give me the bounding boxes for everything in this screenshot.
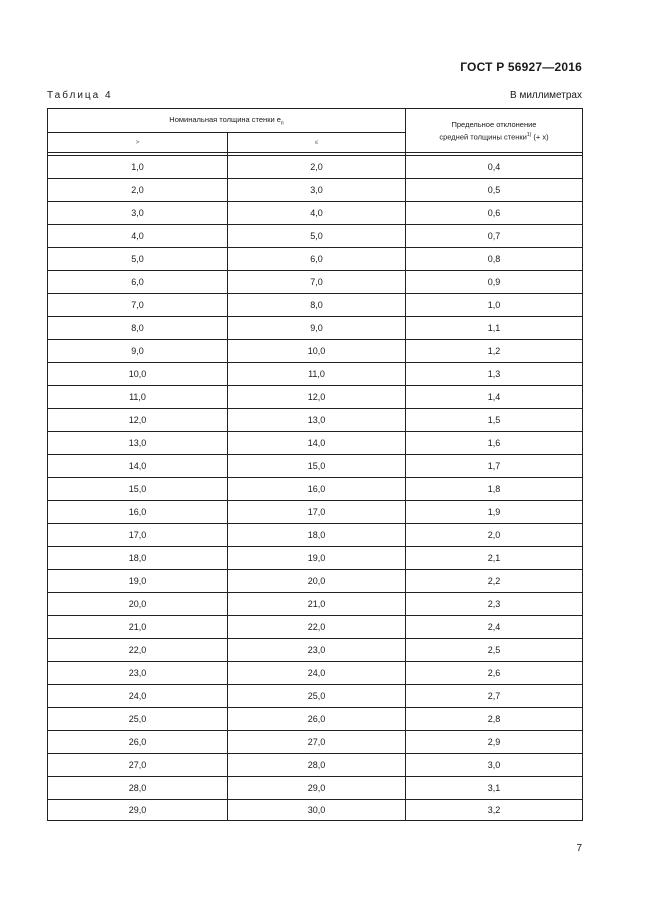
cell-deviation: 2,0 (406, 524, 583, 547)
cell-max: 18,0 (228, 524, 406, 547)
cell-max: 25,0 (228, 685, 406, 708)
cell-min: 28,0 (48, 777, 228, 800)
table-row (48, 501, 583, 524)
cell-max: 26,0 (228, 708, 406, 731)
table-row (48, 478, 583, 501)
cell-min: 8,0 (48, 317, 228, 340)
doc-code: ГОСТ Р 56927—2016 (460, 60, 582, 74)
cell-deviation: 2,7 (406, 685, 583, 708)
cell-max: 28,0 (228, 754, 406, 777)
table-row (48, 294, 583, 317)
cell-min: 16,0 (48, 501, 228, 524)
cell-deviation: 1,9 (406, 501, 583, 524)
cell-min: 12,0 (48, 409, 228, 432)
cell-deviation: 3,1 (406, 777, 583, 800)
cell-min: 25,0 (48, 708, 228, 731)
cell-min: 18,0 (48, 547, 228, 570)
cell-deviation: 1,6 (406, 432, 583, 455)
cell-max: 2,0 (228, 156, 406, 179)
cell-max: 14,0 (228, 432, 406, 455)
cell-deviation: 0,4 (406, 156, 583, 179)
cell-max: 6,0 (228, 248, 406, 271)
cell-deviation: 2,3 (406, 593, 583, 616)
table-row (48, 570, 583, 593)
table-row (48, 639, 583, 662)
cell-max: 30,0 (228, 800, 406, 821)
cell-max: 21,0 (228, 593, 406, 616)
cell-deviation: 0,9 (406, 271, 583, 294)
cell-max: 4,0 (228, 202, 406, 225)
cell-min: 7,0 (48, 294, 228, 317)
cell-min: 10,0 (48, 363, 228, 386)
table-row (48, 524, 583, 547)
cell-deviation: 1,7 (406, 455, 583, 478)
cell-min: 27,0 (48, 754, 228, 777)
header-min: > (48, 133, 228, 153)
cell-min: 17,0 (48, 524, 228, 547)
tolerance-table (47, 108, 583, 821)
cell-max: 29,0 (228, 777, 406, 800)
cell-deviation: 1,1 (406, 317, 583, 340)
cell-deviation: 1,2 (406, 340, 583, 363)
table-row (48, 731, 583, 754)
cell-max: 12,0 (228, 386, 406, 409)
cell-min: 14,0 (48, 455, 228, 478)
units-note: В миллиметрах (510, 90, 582, 101)
cell-min: 11,0 (48, 386, 228, 409)
cell-min: 2,0 (48, 179, 228, 202)
cell-max: 10,0 (228, 340, 406, 363)
cell-deviation: 0,7 (406, 225, 583, 248)
cell-deviation: 2,2 (406, 570, 583, 593)
cell-deviation: 1,5 (406, 409, 583, 432)
cell-max: 20,0 (228, 570, 406, 593)
table-row (48, 179, 583, 202)
table-row (48, 800, 583, 821)
page-number: 7 (576, 843, 582, 854)
header-nominal-subscript: n (280, 120, 284, 127)
table-row (48, 593, 583, 616)
cell-min: 29,0 (48, 800, 228, 821)
cell-min: 13,0 (48, 432, 228, 455)
cell-max: 23,0 (228, 639, 406, 662)
cell-deviation: 2,4 (406, 616, 583, 639)
table-row (48, 156, 583, 179)
cell-deviation: 1,4 (406, 386, 583, 409)
table-row (48, 409, 583, 432)
cell-max: 22,0 (228, 616, 406, 639)
cell-max: 5,0 (228, 225, 406, 248)
cell-max: 19,0 (228, 547, 406, 570)
table-row (48, 340, 583, 363)
cell-max: 11,0 (228, 363, 406, 386)
table-caption: Таблица 4 (47, 90, 113, 101)
cell-min: 24,0 (48, 685, 228, 708)
table-row (48, 662, 583, 685)
cell-max: 7,0 (228, 271, 406, 294)
table-row (48, 432, 583, 455)
cell-deviation: 1,0 (406, 294, 583, 317)
cell-max: 13,0 (228, 409, 406, 432)
table-body (48, 156, 583, 821)
cell-deviation: 1,8 (406, 478, 583, 501)
cell-min: 5,0 (48, 248, 228, 271)
cell-deviation: 2,5 (406, 639, 583, 662)
header-deviation-footnote: 1) (526, 131, 532, 138)
header-deviation (406, 109, 583, 153)
cell-min: 1,0 (48, 156, 228, 179)
header-max: ≤ (228, 133, 406, 153)
cell-min: 4,0 (48, 225, 228, 248)
table-row (48, 317, 583, 340)
header-deviation-line2: средней толщины стенки (439, 132, 527, 142)
table-row (48, 386, 583, 409)
table-row (48, 685, 583, 708)
cell-min: 15,0 (48, 478, 228, 501)
cell-min: 26,0 (48, 731, 228, 754)
cell-deviation: 2,1 (406, 547, 583, 570)
cell-max: 15,0 (228, 455, 406, 478)
cell-deviation: 2,6 (406, 662, 583, 685)
cell-max: 17,0 (228, 501, 406, 524)
cell-max: 24,0 (228, 662, 406, 685)
cell-min: 19,0 (48, 570, 228, 593)
header-deviation-line1: Предельное отклонение (451, 119, 537, 129)
cell-min: 20,0 (48, 593, 228, 616)
cell-min: 6,0 (48, 271, 228, 294)
table-row (48, 547, 583, 570)
table-row (48, 754, 583, 777)
cell-deviation: 0,6 (406, 202, 583, 225)
cell-deviation: 1,3 (406, 363, 583, 386)
table-row (48, 271, 583, 294)
table-row (48, 202, 583, 225)
table-row (48, 777, 583, 800)
cell-min: 9,0 (48, 340, 228, 363)
cell-min: 22,0 (48, 639, 228, 662)
header-nominal-wall-thickness-text: Номинальная толщина стенки e (169, 114, 281, 124)
header-deviation-tail: (+ x) (533, 132, 549, 142)
header-nominal-wall-thickness (48, 109, 406, 133)
table-row (48, 363, 583, 386)
table-row (48, 455, 583, 478)
cell-max: 27,0 (228, 731, 406, 754)
table-row (48, 248, 583, 271)
cell-max: 16,0 (228, 478, 406, 501)
cell-min: 23,0 (48, 662, 228, 685)
cell-min: 21,0 (48, 616, 228, 639)
cell-deviation: 2,8 (406, 708, 583, 731)
cell-deviation: 0,5 (406, 179, 583, 202)
table-row (48, 708, 583, 731)
table-row (48, 225, 583, 248)
table-row (48, 616, 583, 639)
cell-deviation: 3,2 (406, 800, 583, 821)
cell-max: 8,0 (228, 294, 406, 317)
cell-max: 9,0 (228, 317, 406, 340)
cell-deviation: 2,9 (406, 731, 583, 754)
cell-deviation: 3,0 (406, 754, 583, 777)
cell-max: 3,0 (228, 179, 406, 202)
cell-deviation: 0,8 (406, 248, 583, 271)
cell-min: 3,0 (48, 202, 228, 225)
